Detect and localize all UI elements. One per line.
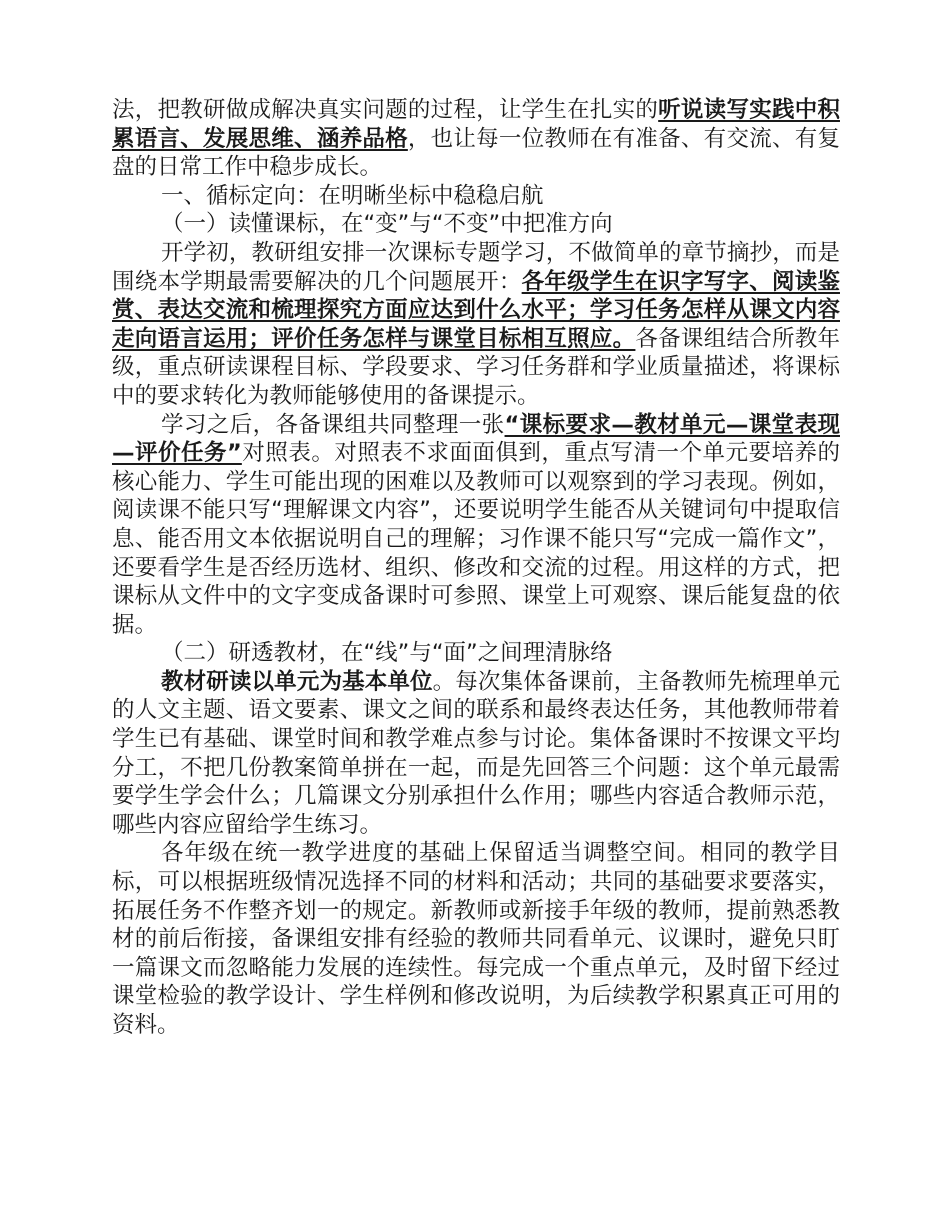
paragraph-grade-adjustment: 各年级在统一教学进度的基础上保留适当调整空间。相同的教学目标，可以根据班级情况选择不同的材料和活动；共同的基础要求要落实，拓展任务不作整齐划一的规定。新教师或新接手年级的教师，提前熟悉教材的前后衔接，备课组安排有经验的教师共同看单元、议课时，避免只盯一篇课文而忽略能力发展的连续性。每完成一个重点单元，及时留下经过课堂检验的教学设计、学生样例和修改说明，为后续教学积累真正可用的资料。 bbox=[112, 840, 840, 1038]
paragraph-intro-continuation bbox=[112, 96, 840, 182]
paragraph-intro-emphasis: 听说读写实践中积累语言、发展思维、涵养品格 bbox=[112, 97, 840, 152]
paragraph-textbook-lead: 教材研读以单元为基本单位 bbox=[161, 668, 433, 695]
paragraph-comparison-emphasis: “课标要求—教材单元—课堂表现—评价任务” bbox=[112, 411, 840, 467]
paragraph-textbook-study bbox=[112, 668, 840, 840]
paragraph-textbook-text: 。每次集体备课前，主备教师先梳理单元的人文主题、语文要素、课文之间的联系和最终表达任务，其他教师带着学生已有基础、课堂时间和教学难点参与讨论。集体备课时不按课文平均分工，不把几份教案简单拼在一起，而是先回答三个问题：这个单元最需要学生学会什么；几篇课文分别承担什么作用；哪些内容适合教师示范，哪些内容应留给学生练习。 bbox=[112, 668, 840, 838]
paragraph-intro-text-c: ，也让每一位教师在有准备、有交流、有复盘的日常工作中稳步成长。 bbox=[112, 125, 840, 181]
paragraph-comparison-table bbox=[112, 411, 840, 640]
paragraph-curriculum-text-a: 开学初，教研组安排一次课标专题学习，不做简单的章节摘抄，而是围绕本学期最需要解决的几个问题展开： bbox=[112, 239, 840, 295]
paragraph-curriculum-emphasis: 各年级学生在识字写字、阅读鉴赏、表达交流和梳理探究方面应达到什么水平；学习任务怎样从课文内容走向语言运用；评价任务怎样与课堂目标相互照应。 bbox=[112, 268, 840, 352]
paragraph-intro-text-a: 法，把教研做成解决真实问题的过程，让学生在扎实的 bbox=[112, 97, 659, 123]
document-page bbox=[112, 96, 840, 1040]
paragraph-curriculum-text-c: 各备课组结合所教年级，重点研读课程目标、学段要求、学习任务群和学业质量描述，将课标中的要求转化为教师能够使用的备课提示。 bbox=[112, 325, 840, 409]
paragraph-comparison-text-c: 对照表。对照表不求面面俱到，重点写清一个单元要培养的核心能力、学生可能出现的困难以及教师可以观察到的学习表现。例如，阅读课不能只写“理解课文内容”，还要说明学生能否从关键词句中提取信息、能否用文本依据说明自己的理解；习作课不能只写“完成一篇作文”，还要看学生是否经历选材、组织、修改和交流的过程。用这样的方式，把课标从文件中的文字变成备课时可参照、课堂上可观察、课后能复盘的依据。 bbox=[112, 440, 840, 638]
subsection-heading-1: （一）读懂课标，在“变”与“不变”中把准方向 bbox=[161, 211, 613, 238]
section-heading-1: 一、循标定向：在明晰坐标中稳稳启航 bbox=[161, 182, 544, 209]
subsection-heading-2: （二）研透教材，在“线”与“面”之间理清脉络 bbox=[161, 640, 613, 667]
paragraph-comparison-text-a: 学习之后，各备课组共同整理一张 bbox=[161, 411, 505, 438]
paragraph-curriculum-study bbox=[112, 239, 840, 411]
